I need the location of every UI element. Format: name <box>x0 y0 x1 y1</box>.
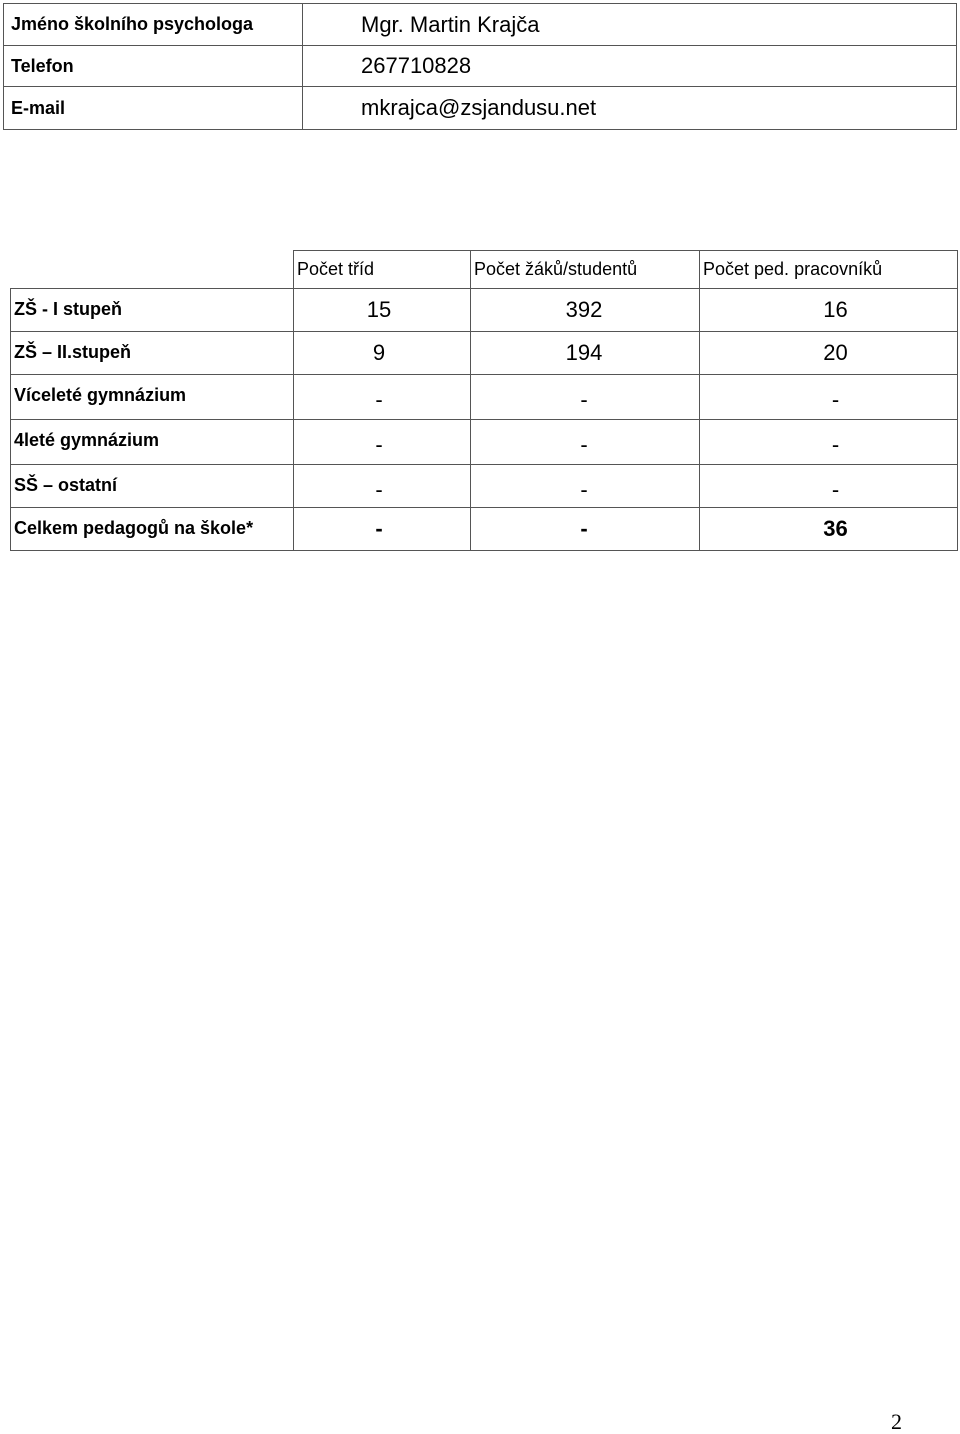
row-label: Víceleté gymnázium <box>11 375 294 420</box>
cell-value: 194 <box>471 332 700 375</box>
contact-label: Telefon <box>4 46 303 87</box>
contact-row-phone <box>4 46 957 87</box>
contact-value: Mgr. Martin Krajča <box>303 4 957 46</box>
contact-row-name <box>4 4 957 46</box>
row-label: ZŠ – II.stupeň <box>11 332 294 375</box>
cell-value: 392 <box>471 289 700 332</box>
cell-value: 36 <box>700 508 958 551</box>
table-row <box>11 289 958 332</box>
page-number: 2 <box>891 1409 902 1434</box>
cell-value: - <box>294 465 471 508</box>
row-label: ZŠ - I stupeň <box>11 289 294 332</box>
contact-label: Jméno školního psychologa <box>4 4 303 46</box>
row-label: 4leté gymnázium <box>11 420 294 465</box>
contact-table <box>3 3 957 130</box>
school-statistics-table <box>10 250 958 551</box>
table-row <box>11 465 958 508</box>
cell-value: - <box>294 420 471 465</box>
cell-value: 16 <box>700 289 958 332</box>
contact-row-email <box>4 87 957 130</box>
table-row <box>11 332 958 375</box>
table-row-total <box>11 508 958 551</box>
cell-value: - <box>471 508 700 551</box>
cell-value: - <box>471 465 700 508</box>
column-header: Počet ped. pracovníků <box>700 251 958 289</box>
cell-value: - <box>471 375 700 420</box>
cell-value: - <box>700 375 958 420</box>
cell-value: 20 <box>700 332 958 375</box>
cell-value: - <box>471 420 700 465</box>
header-empty-cell <box>11 251 294 289</box>
row-label: Celkem pedagogů na škole* <box>11 508 294 551</box>
cell-value: - <box>294 375 471 420</box>
table-row <box>11 420 958 465</box>
column-header: Počet tříd <box>294 251 471 289</box>
table-header-row <box>11 251 958 289</box>
cell-value: 15 <box>294 289 471 332</box>
row-label: SŠ – ostatní <box>11 465 294 508</box>
cell-value: - <box>294 508 471 551</box>
cell-value: 9 <box>294 332 471 375</box>
contact-label: E-mail <box>4 87 303 130</box>
contact-value: mkrajca@zsjandusu.net <box>303 87 957 130</box>
cell-value: - <box>700 465 958 508</box>
contact-value: 267710828 <box>303 46 957 87</box>
cell-value: - <box>700 420 958 465</box>
column-header: Počet žáků/studentů <box>471 251 700 289</box>
table-row <box>11 375 958 420</box>
